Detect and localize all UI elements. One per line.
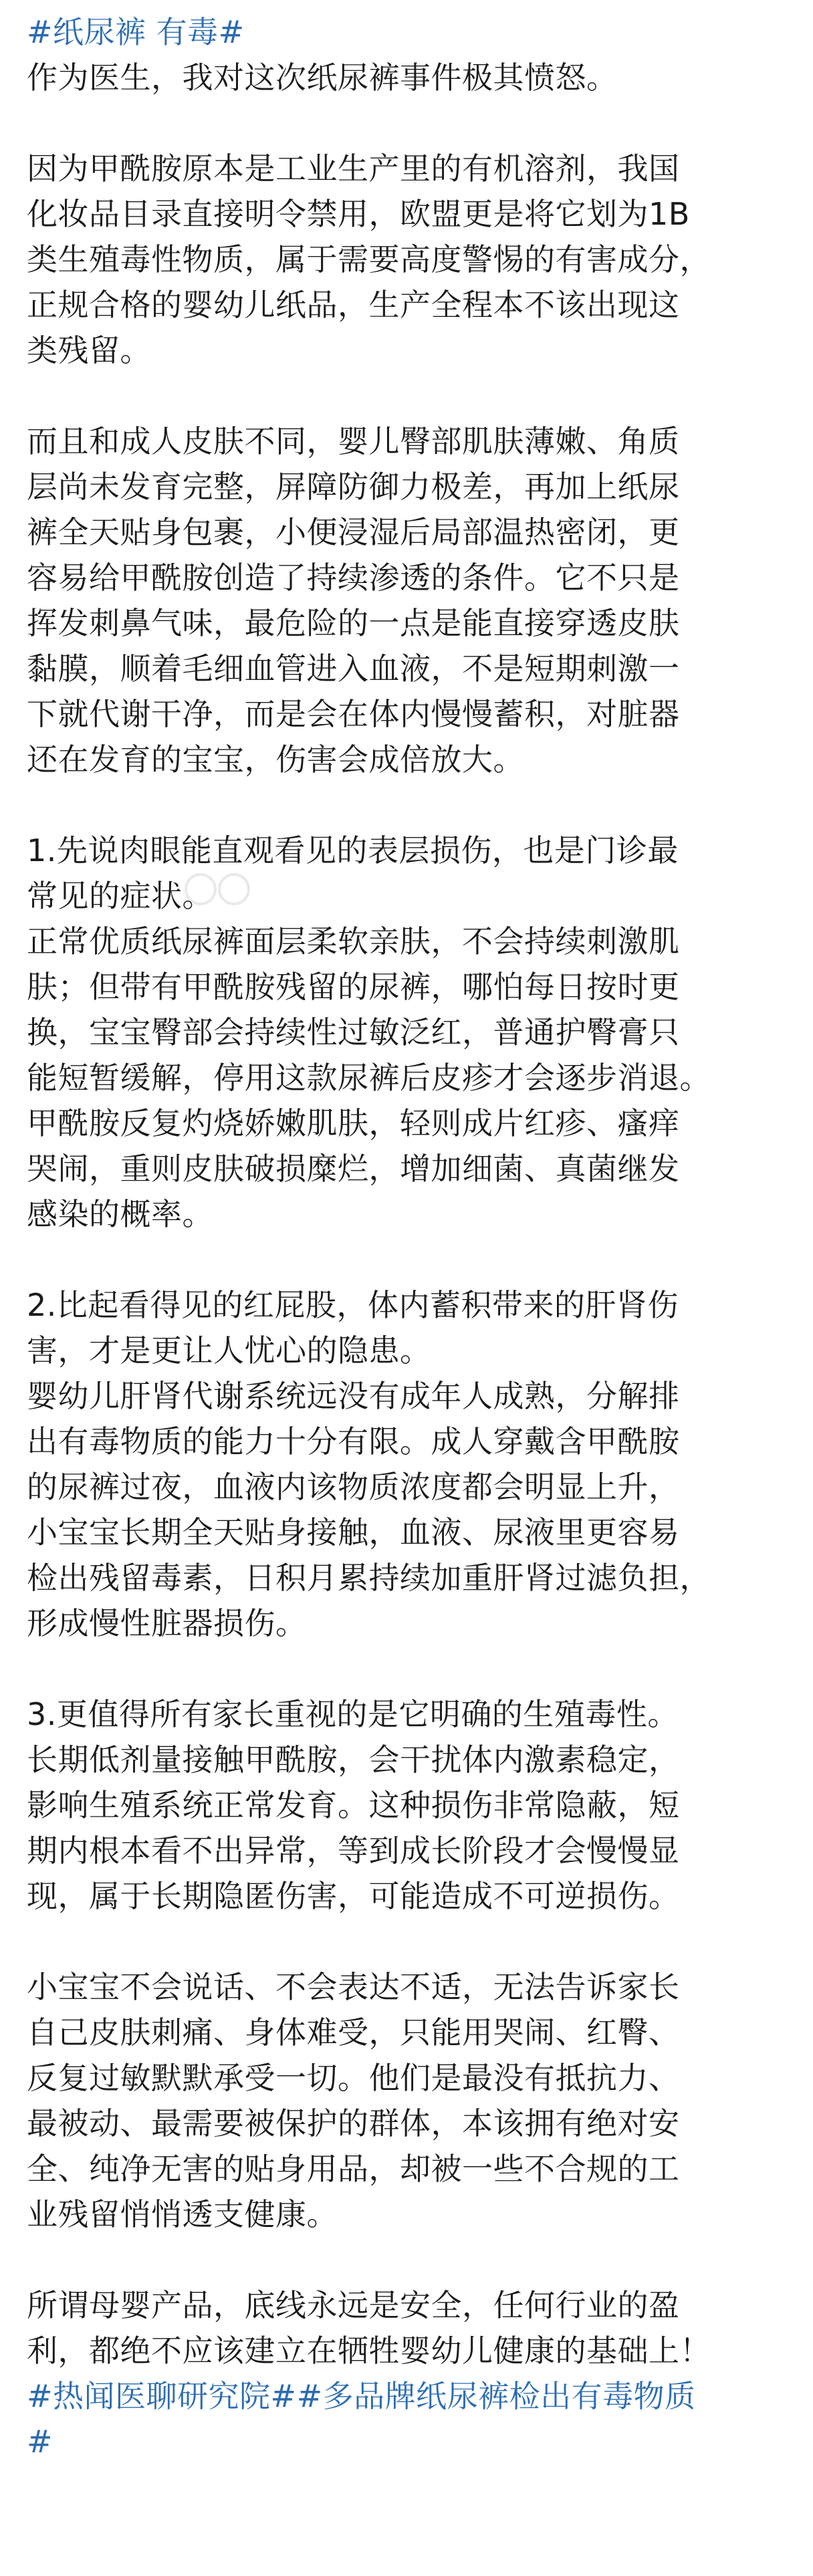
body-text-line: 容易给甲酰胺创造了持续渗透的条件。它不只是 <box>27 560 680 596</box>
topic-tag-link[interactable]: #多品牌纸尿裤检出有毒物质 <box>296 2378 696 2414</box>
body-text-line: 而且和成人皮肤不同，婴儿臀部肌肤薄嫩、角质 <box>27 423 680 459</box>
body-text-line: 哭闹，重则皮肤破损糜烂，增加细菌、真菌继发 <box>27 1151 680 1187</box>
footer-tags-line-2 <box>27 2419 786 2464</box>
topic-tag-link[interactable]: #热闻医聊研究院# <box>27 2378 297 2414</box>
body-text-line: 婴幼儿肝肾代谢系统远没有成年人成熟，分解排 <box>27 1378 680 1414</box>
body-text-line: 黏膜，顺着毛细血管进入血液，不是短期刺激一 <box>27 651 680 687</box>
topic-tag-link[interactable]: # <box>27 2424 53 2460</box>
body-text-line: 的尿裤过夜，血液内该物质浓度都会明显上升， <box>27 1469 680 1505</box>
paragraph-gap <box>27 1237 786 1282</box>
body-text-line: 3.更值得所有家长重视的是它明确的生殖毒性。 <box>27 1696 679 1732</box>
body-text-line: 利，都绝不应该建立在牺牲婴幼儿健康的基础上！ <box>27 2333 711 2369</box>
body-text-line: 长期低剂量接触甲酰胺，会干扰体内激素稳定， <box>27 1742 680 1778</box>
body-text-line: 期内根本看不出异常，等到成长阶段才会慢慢显 <box>27 1833 680 1869</box>
body-text-line: 正规合格的婴幼儿纸品，生产全程本不该出现这 <box>27 287 680 323</box>
body-text-line: 1.先说肉眼能直观看见的表层损伤，也是门诊最 <box>27 832 679 868</box>
paragraph-gap <box>27 373 786 419</box>
body-text-line: 类生殖毒性物质，属于需要高度警惕的有害成分， <box>27 241 711 277</box>
body-text-line: 现，属于长期隐匿伤害，可能造成不可逆损伤。 <box>27 1878 680 1914</box>
body-text-line: 甲酰胺反复灼烧娇嫩肌肤，轻则成片红疹、瘙痒 <box>27 1105 680 1141</box>
body-text-line: 下就代谢干净，而是会在体内慢慢蓄积，对脏器 <box>27 696 680 732</box>
body-text-line: 检出残留毒素，日积月累持续加重肝肾过滤负担， <box>27 1560 711 1596</box>
body-text-line: 小宝宝长期全天贴身接触，血液、尿液里更容易 <box>27 1514 680 1550</box>
post-body <box>27 55 786 2373</box>
body-text-line: 作为医生，我对这次纸尿裤事件极其愤怒。 <box>27 60 618 96</box>
body-text-line: 2.比起看得见的红屁股，体内蓄积带来的肝肾伤 <box>27 1287 679 1323</box>
paragraph-gap <box>27 782 786 828</box>
body-text-line: 因为甲酰胺原本是工业生产里的有机溶剂，我国 <box>27 150 680 187</box>
body-text-line: 还在发育的宝宝，伤害会成倍放大。 <box>27 741 524 778</box>
body-text-line: 正常优质纸尿裤面层柔软亲肤，不会持续刺激肌 <box>27 923 680 959</box>
body-text-line: 所谓母婴产品，底线永远是安全，任何行业的盈 <box>27 2287 680 2323</box>
paragraph-gap <box>27 1919 786 1964</box>
body-text-line: 出有毒物质的能力十分有限。成人穿戴含甲酰胺 <box>27 1423 680 1459</box>
body-text-line: 感染的概率。 <box>27 1196 213 1232</box>
body-text-line: 自己皮肤刺痛、身体难受，只能用哭闹、红臀、 <box>27 2014 680 2051</box>
topic-tag-link[interactable]: #纸尿裤 有毒# <box>27 14 245 50</box>
paragraph-gap <box>27 1646 786 1691</box>
body-text-line: 裤全天贴身包裹，小便浸湿后局部温热密闭，更 <box>27 514 680 550</box>
body-text-line: 害，才是更让人忧心的隐患。 <box>27 1332 431 1369</box>
body-text-line: 反复过敏默默承受一切。他们是最没有抵抗力、 <box>27 2060 680 2096</box>
body-text-line: 换，宝宝臀部会持续性过敏泛红，普通护臀膏只 <box>27 1014 680 1050</box>
body-text-line: 能短暂缓解，停用这款尿裤后皮疹才会逐步消退。 <box>27 1060 711 1096</box>
body-text-line: 类残留。 <box>27 332 151 368</box>
footer-tags-line-1 <box>27 2373 786 2419</box>
header-topic-tag[interactable] <box>27 9 786 55</box>
body-text-line: 最被动、最需要被保护的群体，本该拥有绝对安 <box>27 2105 680 2141</box>
body-text-line: 层尚未发育完整，屏障防御力极差，再加上纸尿 <box>27 469 680 505</box>
body-text-line: 小宝宝不会说话、不会表达不适，无法告诉家长 <box>27 1969 680 2005</box>
body-text-line: 常见的症状。 <box>27 878 213 914</box>
watermark-icon <box>181 869 261 909</box>
body-text-line: 全、纯净无害的贴身用品，却被一些不合规的工 <box>27 2151 680 2187</box>
paragraph-gap <box>27 100 786 146</box>
body-text-line: 影响生殖系统正常发育。这种损伤非常隐蔽，短 <box>27 1787 680 1823</box>
body-text-line: 化妆品目录直接明令禁用，欧盟更是将它划为1B <box>27 196 690 232</box>
paragraph-gap <box>27 2237 786 2282</box>
body-text-line: 形成慢性脏器损伤。 <box>27 1605 307 1641</box>
body-text-line: 挥发刺鼻气味，最危险的一点是能直接穿透皮肤 <box>27 605 680 641</box>
body-text-line: 业残留悄悄透支健康。 <box>27 2196 338 2232</box>
body-text-line: 肤；但带有甲酰胺残留的尿裤，哪怕每日按时更 <box>27 969 680 1005</box>
